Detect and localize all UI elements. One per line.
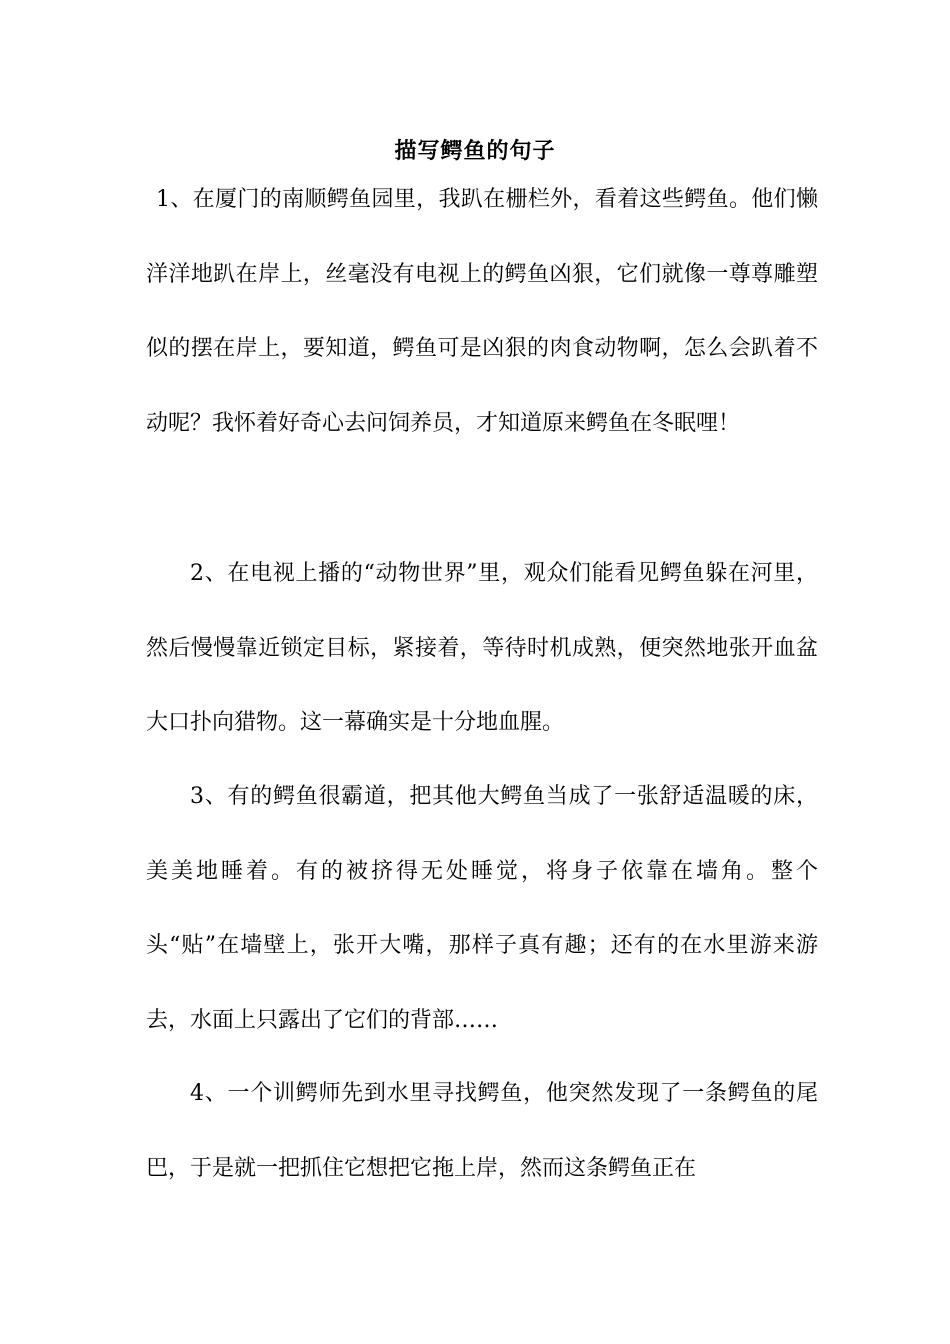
paragraph-3: 3、有的鳄鱼很霸道，把其他大鳄鱼当成了一张舒适温暖的床，美美地睡着。有的被挤得无处睡觉，将身子依靠在墙角。整个头“贴”在墙壁上，张开大嘴，那样子真有趣；还有的在水里游来游去，水面上只露出了它们的背部…… — [146, 784, 818, 1033]
paragraph-1: 1、在厦门的南顺鳄鱼园里，我趴在栅栏外，看着这些鳄鱼。他们懒洋洋地趴在岸上，丝毫没有电视上的鳄鱼凶狠，它们就像一尊尊雕塑似的摆在岸上，要知道，鳄鱼可是凶狠的肉食动物啊，怎么会趴着不动呢？我怀着好奇心去问饲养员，才知道原来鳄鱼在冬眠哩！ — [146, 187, 818, 436]
paragraph-4: 4、一个训鳄师先到水里寻找鳄鱼，他突然发现了一条鳄鱼的尾巴，于是就一把抓住它想把它拖上岸，然而这条鳄鱼正在 — [146, 1081, 818, 1181]
paragraph-2: 2、在电视上播的“动物世界”里，观众们能看见鳄鱼躲在河里，然后慢慢靠近锁定目标，紧接着，等待时机成熟，便突然地张开血盆大口扑向猎物。这一幕确实是十分地血腥。 — [146, 561, 818, 735]
document-title: 描写鳄鱼的句子 — [394, 138, 556, 164]
